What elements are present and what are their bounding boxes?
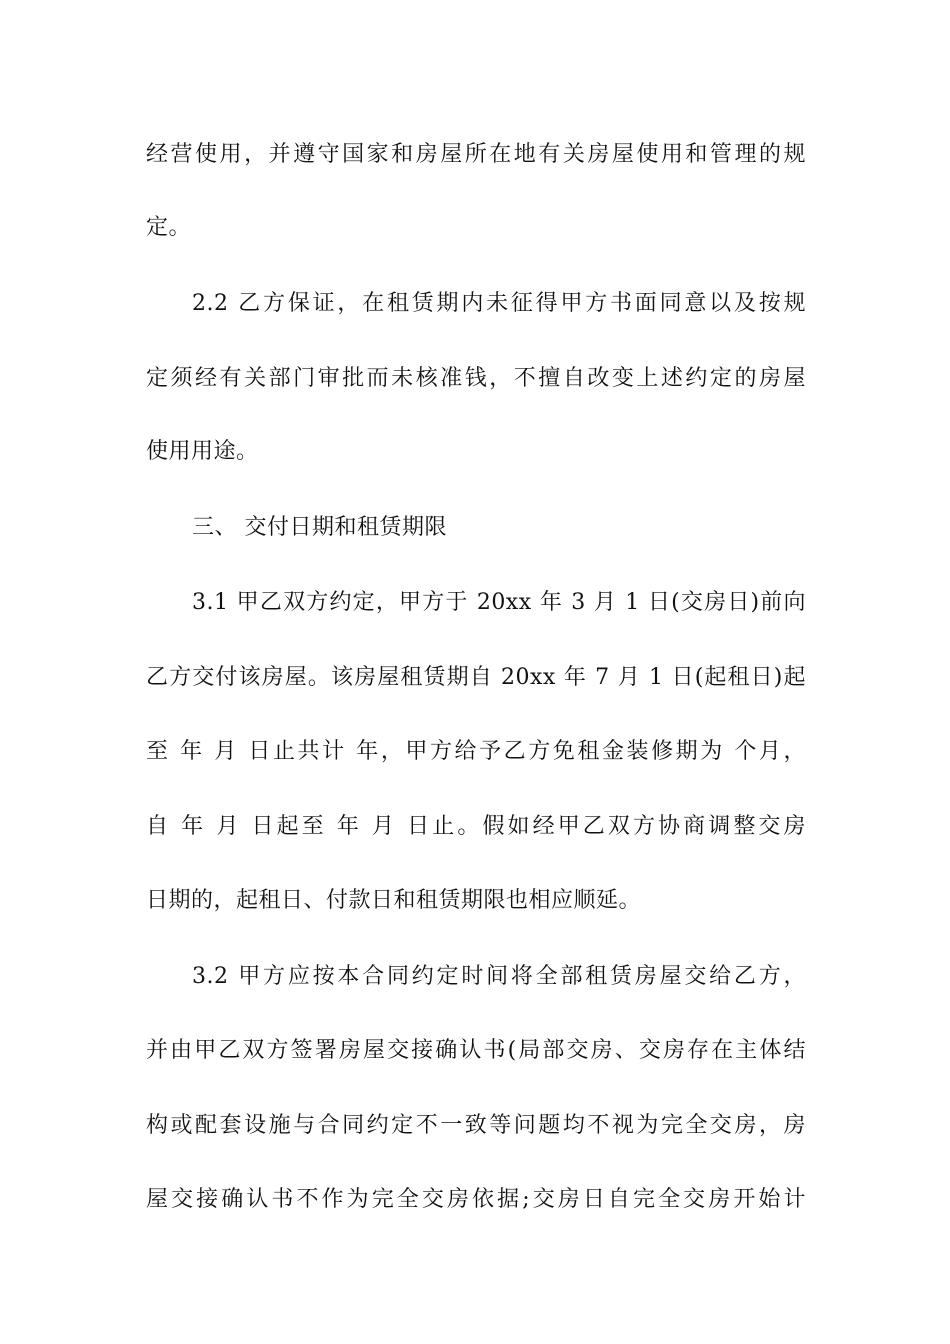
paragraph-line: 自 年 月 日起至 年 月 日止。假如经甲乙双方协商调整交房 (146, 814, 806, 839)
paragraph-line: 日期的，起租日、付款日和租赁期限也相应顺延。 (146, 888, 642, 913)
paragraph-line: 乙方交付该房屋。该房屋租赁期自 20xx 年 7 月 1 日(起租日)起 (146, 665, 806, 690)
paragraph-line: 并由甲乙双方签署房屋交接确认书(局部交房、交房存在主体结 (146, 1038, 806, 1063)
clause-line: 2.2 乙方保证，在租赁期内未征得甲方书面同意以及按规 (192, 291, 806, 316)
paragraph-line: 构或配套设施与合同约定不一致等问题均不视为完全交房，房 (146, 1113, 806, 1138)
clause-line: 3.2 甲方应按本合同约定时间将全部租赁房屋交给乙方， (192, 964, 806, 989)
paragraph-line: 定。 (146, 215, 192, 240)
paragraph-line: 定须经有关部门审批而未核准钱，不擅自改变上述约定的房屋 (146, 366, 806, 391)
clause-line: 3.1 甲乙双方约定，甲方于 20xx 年 3 月 1 日(交房日)前向 (192, 590, 806, 615)
paragraph-line: 经营使用，并遵守国家和房屋所在地有关房屋使用和管理的规 (146, 142, 806, 167)
paragraph-line: 至 年 月 日止共计 年，甲方给予乙方免租金装修期为 个月， (146, 739, 806, 764)
paragraph-line: 使用用途。 (146, 439, 259, 464)
paragraph-line: 屋交接确认书不作为完全交房依据;交房日自完全交房开始计 (146, 1187, 806, 1212)
section-heading: 三、 交付日期和租赁期限 (192, 515, 447, 540)
